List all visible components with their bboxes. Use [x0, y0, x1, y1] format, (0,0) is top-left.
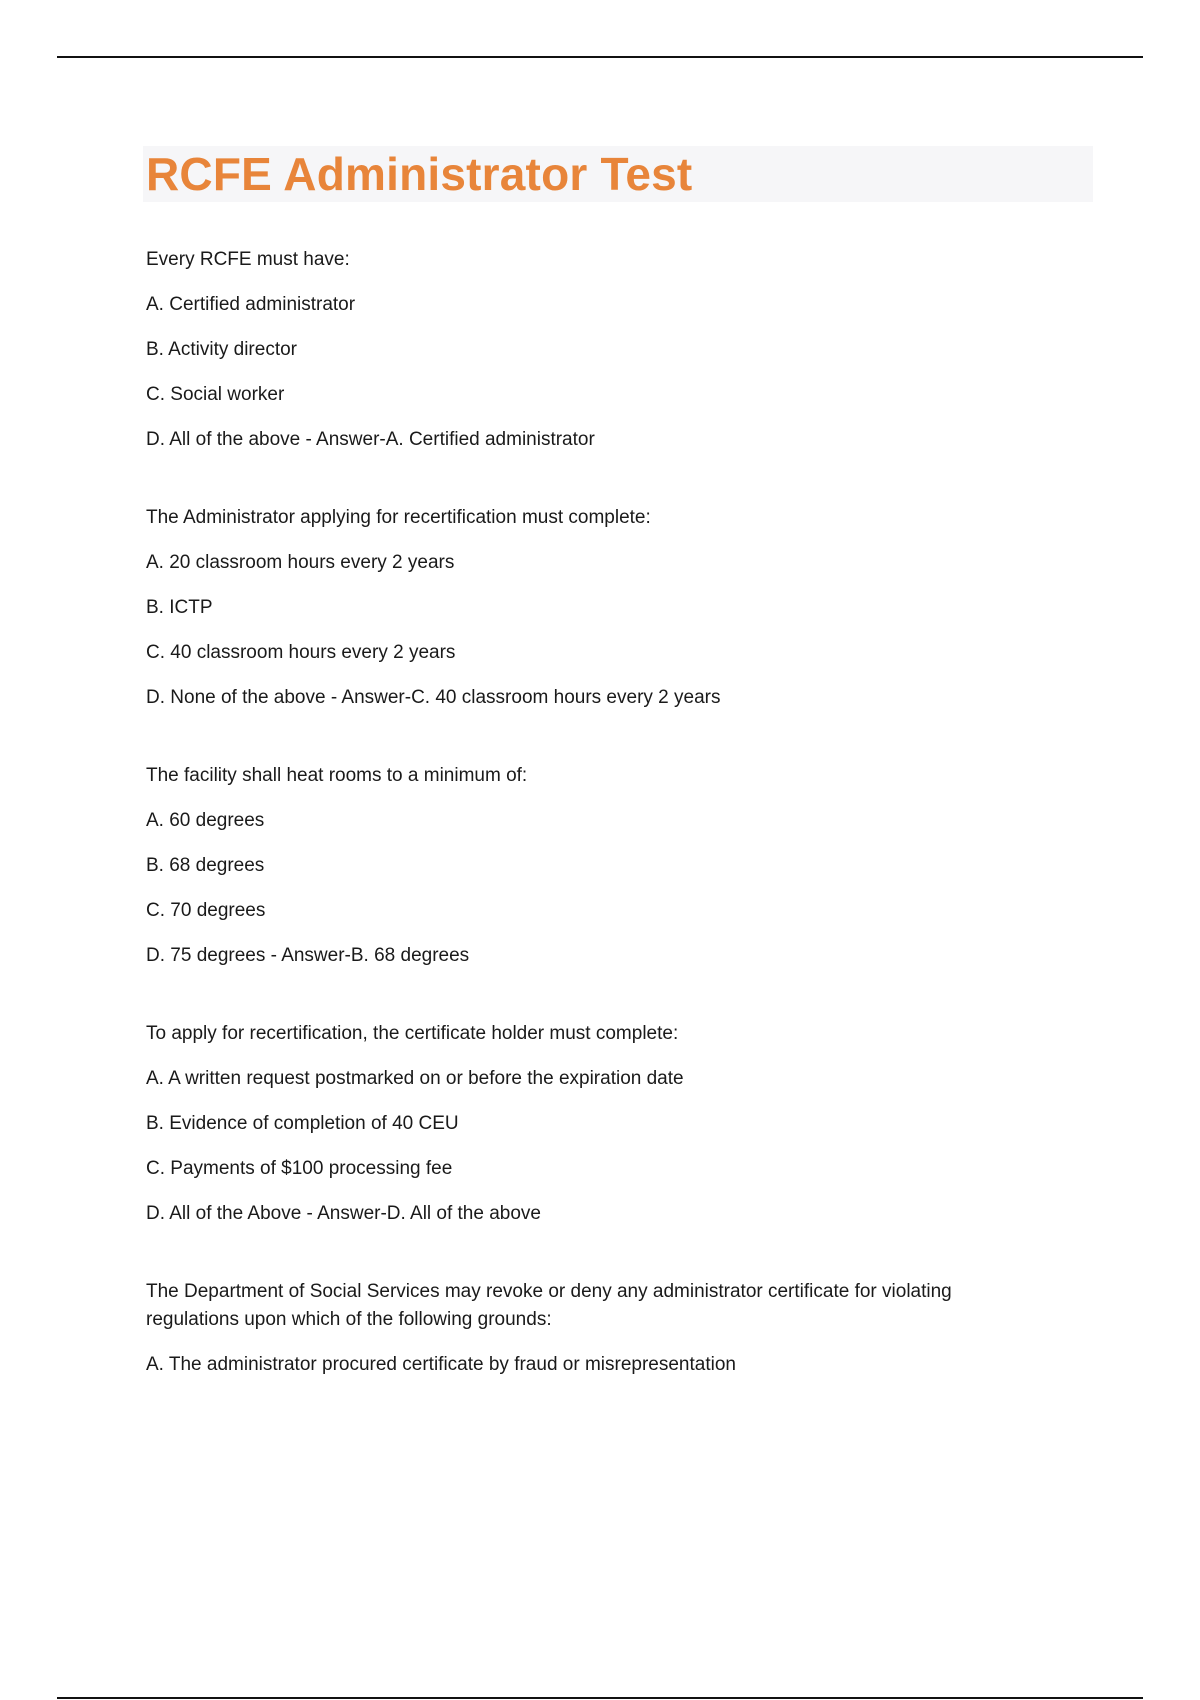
page-top-rule [57, 56, 1143, 58]
answer-option: B. 68 degrees [146, 855, 265, 876]
question-block [146, 762, 1046, 970]
question-prompt: The facility shall heat rooms to a minimum of: [146, 765, 528, 786]
question-list [146, 246, 1046, 1429]
answer-option: A. A written request postmarked on or before the expiration date [146, 1068, 684, 1089]
question-prompt: To apply for recertification, the certificate holder must complete: [146, 1023, 679, 1044]
question-prompt: The Administrator applying for recertification must complete: [146, 507, 651, 528]
answer-option: B. Evidence of completion of 40 CEU [146, 1113, 459, 1134]
answer-option: C. Payments of $100 processing fee [146, 1158, 453, 1179]
question-block [146, 1278, 1046, 1379]
answer-option: D. None of the above - Answer-C. 40 classroom hours every 2 years [146, 687, 721, 708]
answer-option: A. 60 degrees [146, 810, 265, 831]
answer-option: C. 70 degrees [146, 900, 266, 921]
answer-option: D. 75 degrees - Answer-B. 68 degrees [146, 945, 470, 966]
answer-option: C. 40 classroom hours every 2 years [146, 642, 456, 663]
answer-option: A. Certified administrator [146, 294, 356, 315]
question-prompt: Every RCFE must have: [146, 249, 350, 270]
page-bottom-rule [57, 1697, 1143, 1699]
answer-option: C. Social worker [146, 384, 285, 405]
question-block [146, 1020, 1046, 1228]
answer-option: B. Activity director [146, 339, 297, 360]
answer-option: D. All of the above - Answer-A. Certified administrator [146, 429, 595, 450]
answer-option: A. 20 classroom hours every 2 years [146, 552, 455, 573]
answer-option: B. ICTP [146, 597, 213, 618]
answer-option: A. The administrator procured certificate by fraud or misrepresentation [146, 1354, 736, 1375]
page-title: RCFE Administrator Test [146, 148, 693, 200]
question-prompt: The Department of Social Services may revoke or deny any administrator certificate for violating regulations upon which of the following grounds: [146, 1281, 952, 1330]
answer-option: D. All of the Above - Answer-D. All of the above [146, 1203, 541, 1224]
question-block [146, 504, 1046, 712]
question-block [146, 246, 1046, 454]
